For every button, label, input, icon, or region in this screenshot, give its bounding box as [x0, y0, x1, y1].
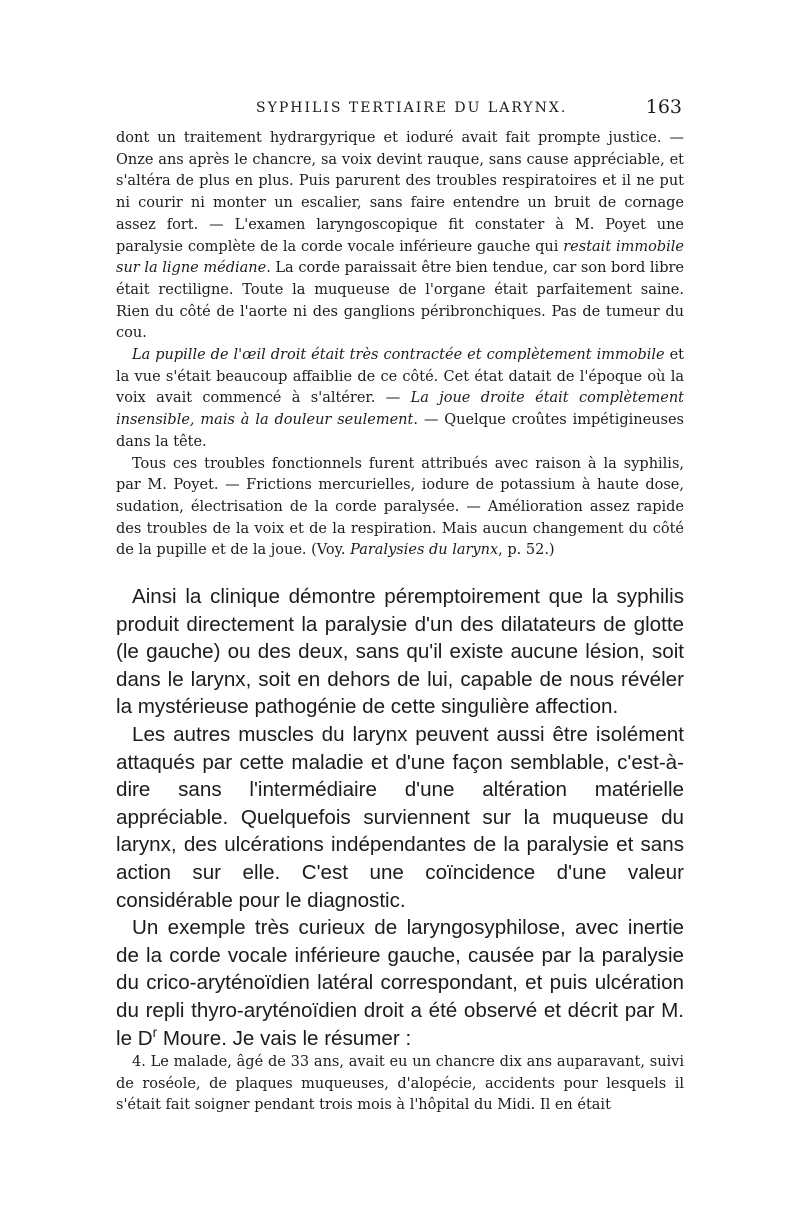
running-title: SYPHILIS TERTIAIRE DU LARYNX.	[256, 100, 568, 116]
case-emphasis-pupil: La pupille de l'œil droit était très contractée et complètement immobile	[132, 347, 665, 364]
main-paragraph-1: Ainsi la clinique démontre péremptoirement que la syphilis produit directement la paralysie d'un des dilatateurs de glotte (le gauche) ou des deux, sans qu'il existe aucune lésion, soit dans le larynx, soit en dehors de lui, capable de nous révéler la mystérieuse pathogénie de cette singulière affection.	[116, 585, 684, 719]
page-number: 163	[645, 96, 682, 118]
footnote	[116, 1052, 684, 1117]
case-paragraph-3: Tous ces troubles fonctionnels furent attribués avec raison à la syphilis, par M. Poyet. — Frictions mercurielles, iodure de potassium à haute dose, sudation, électrisation de la corde paralysée. — Amélioration assez rapide des troubles de la voix et de la respiration. Mais aucun changement du côté de la pupille et de la joue. (Voy. Paralysies du larynx, p. 52.)	[116, 455, 684, 559]
case-paragraph-1: dont un traitement hydrargyrique et ioduré avait fait prompte justice. — Onze ans après le chancre, sa voix devint rauque, sans cause appréciable, et s'altéra de plus en plus. Puis parurent des troubles respiratoires et il ne put ni courir ni monter un escalier, sans faire entendre un bruit de cornage assez fort. — L'examen laryngoscopique fit constater à M. Poyet une paralysie complète de la corde vocale inférieure gauche qui restait immobile sur la ligne médiane. La corde paraissait être bien tendue, car son bord libre était rectiligne. Toute la muqueuse de l'organe était parfaitement saine. Rien du côté de l'aorte ni des ganglions péribronchiques. Pas de tumeur du cou.	[116, 130, 684, 342]
main-paragraph-3: Un exemple très curieux de laryngosyphilose, avec inertie de la corde vocale inférieure gauche, causée par la paralysie du crico-aryténoïdien latéral correspondant, et puis ulcération du repli thyro-aryténoïdien droit a été observé et décrit par M. le $D^r$ Moure. Je vais le résumer :	[116, 916, 684, 1050]
case-report	[116, 128, 684, 562]
main-text	[116, 583, 684, 1052]
main-paragraph-2: Les autres muscles du larynx peuvent aussi être isolément attaqués par cette maladie et d'une façon semblable, c'est-à-dire sans l'intermédiaire d'une altération matérielle appréciable. Quelquefois surviennent sur la muqueuse du larynx, des ulcérations indépendantes de la paralysie et sans action sur elle. C'est une coïncidence d'une valeur considérable pour le diagnostic.	[116, 722, 684, 912]
case-emphasis-cheek: La joue droite était complètement insensible, mais à la douleur seulement	[116, 390, 684, 429]
footnote-paragraph: 4. Le malade, âgé de 33 ans, avait eu un chancre dix ans auparavant, suivi de roséole, de plaques muqueuses, d'alopécie, accidents pour lesquels il s'était fait soigner pendant trois mois à l'hôpital du Midi. Il en était	[116, 1054, 684, 1113]
case-reference-title: Paralysies du larynx	[350, 542, 499, 559]
case-emphasis-immobile: restait immobile sur la ligne médiane	[116, 238, 684, 277]
page-header	[116, 96, 684, 126]
case-paragraph-2: La pupille de l'œil droit était très contractée et complètement immobile et la vue s'était beaucoup affaiblie de ce côté. Cet état datait de l'époque où la voix avait commencé à s'altérer. — La joue droite était complètement insensible, mais à la douleur seulement. — Quelque croûtes impétigineuses dans la tête.	[116, 347, 684, 450]
